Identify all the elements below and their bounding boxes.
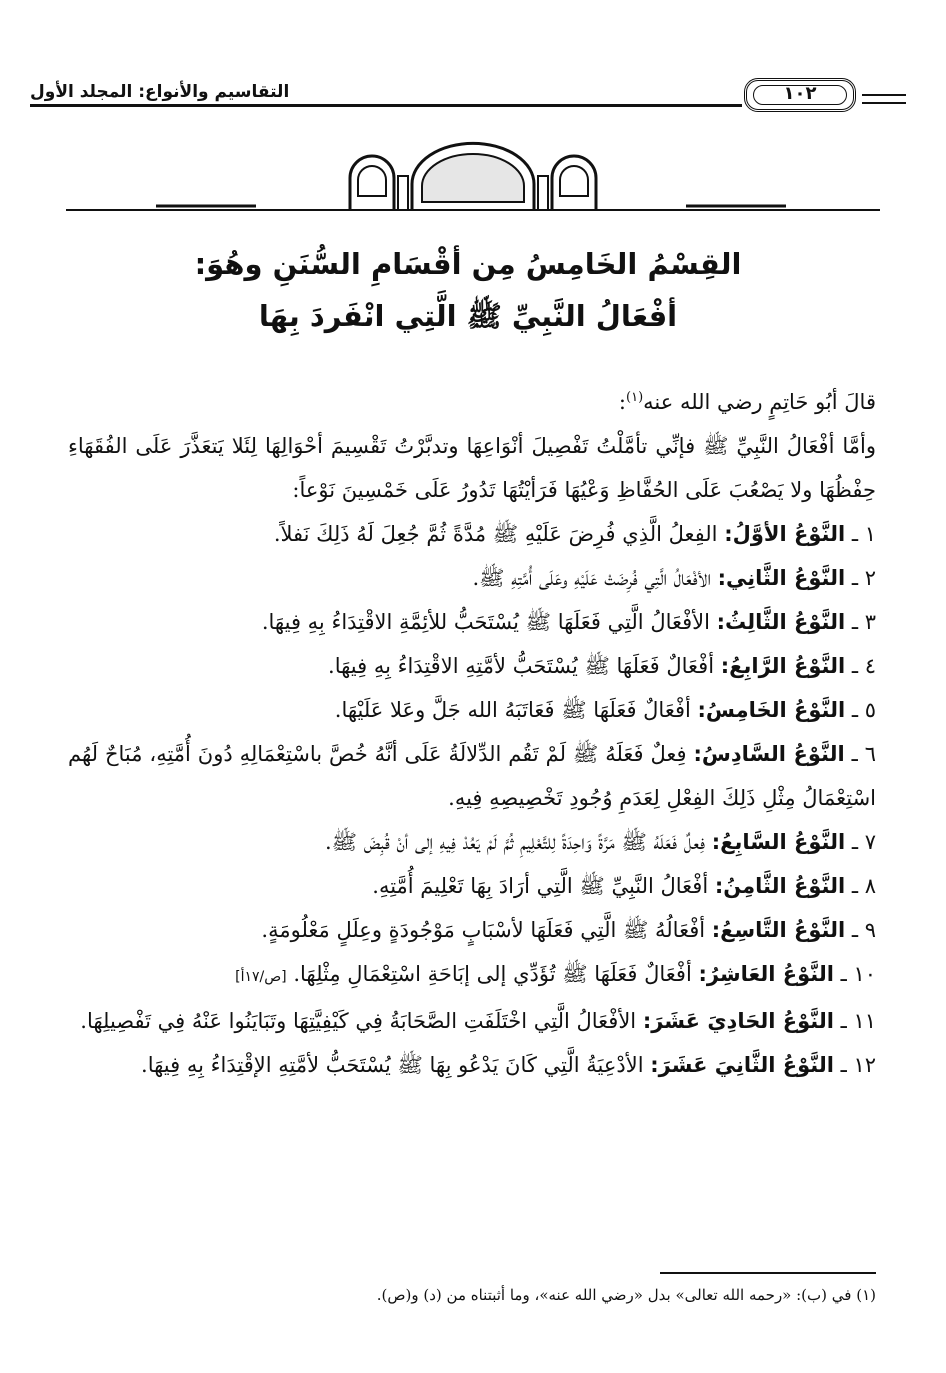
list-item	[68, 999, 876, 1043]
item-text: أفْعَالٌ فَعَلَهَا ﷺ يُسْتَحَبُّ لأمَّتِهِ الاقْتِدَاءُ بِهِ فِيهَا.	[328, 654, 715, 678]
item-text: الفِعلُ الَّذِي فُرِضَ عَلَيْهِ ﷺ مُدَّةً ثُمَّ جُعِلَ لَهُ ذَلِكَ نَفلاً.	[273, 522, 718, 546]
section-title-line-1: القِسْمُ الخَامِسُ مِن أقْسَامِ السُّنَنِ وهُوَ:	[194, 247, 742, 281]
item-text: فِعلٌ فَعَلَهُ ﷺ لَمْ تَقُم الدِّلالَةُ عَلَى أنَّهُ خُصَّ باسْتِعْمَالِهِ دُونَ أُمَّتِهِ، مُبَاحٌ لَهُم اسْتِعْمَالُ مِثْلِ ذَلِكَ الفِعْلِ لِعَدَمِ وُجُودِ تَخْصِيصِهِ فِيهِ.	[68, 742, 876, 810]
item-term: النَّوْعُ التَّاسِعُ:	[711, 918, 846, 942]
item-number: ٧ ـ	[851, 830, 876, 854]
item-term: النَّوْعُ السَّابِعُ:	[711, 830, 846, 854]
section-title-line-2: أفْعَالُ النَّبِيِّ ﷺ الَّتِي انْفَردَ بِهَا	[258, 299, 678, 333]
item-number: ٩ ـ	[851, 918, 876, 942]
list-item	[68, 512, 876, 556]
intro-line	[68, 376, 876, 424]
list-item	[68, 556, 876, 600]
item-number: ٤ ـ	[851, 654, 876, 678]
item-term: النَّوْعُ السَّادِسُ:	[693, 742, 845, 766]
manuscript-page-marker: [ص/١٧أ]	[235, 969, 287, 985]
item-term: النَّوْعُ الثَّامِنُ:	[714, 874, 846, 898]
item-term: النَّوْعُ الحَادِيَ عَشَرَ:	[642, 1009, 834, 1033]
item-text: أفْعَالُهُ ﷺ الَّتِي فَعَلَهَا لأسْبَابٍ مَوْجُودَةٍ وعِلَلٍ مَعْلُومَةٍ.	[261, 918, 706, 942]
item-term: النَّوْعُ الأوَّلُ:	[724, 522, 846, 546]
item-number: ١ ـ	[851, 522, 876, 546]
footnote-rule	[660, 1272, 876, 1274]
item-number: ١٢ ـ	[840, 1053, 876, 1077]
item-number: ٢ ـ	[851, 566, 876, 590]
item-text: أفْعَالٌ فَعَلَهَا ﷺ فَعَاتَبَهُ الله جَلَّ وعَلا عَلَيْهَا.	[334, 698, 691, 722]
page-number-frame	[744, 78, 856, 112]
item-number: ١١ ـ	[840, 1009, 876, 1033]
intro-colon: :	[618, 390, 626, 414]
footnote: (١) في (ب): «رحمه الله تعالى» بدل «رضي الله عنه»، وما أثبتناه من (د) و(ص).	[376, 1286, 876, 1304]
list-item	[68, 864, 876, 908]
item-number: ٨ ـ	[851, 874, 876, 898]
page-number: ١٠٢	[783, 83, 817, 104]
item-number: ٥ ـ	[851, 698, 876, 722]
item-term: النَّوْعُ العَاشِرُ:	[698, 962, 834, 986]
header-title: التقاسيم والأنواع: المجلد الأول	[30, 82, 290, 102]
list-item	[68, 688, 876, 732]
section-title	[60, 238, 876, 342]
section-ornament-icon	[66, 140, 880, 220]
list-item	[68, 952, 876, 999]
item-text: أفْعَالٌ فَعَلَهَا ﷺ تُؤَدِّي إلى إبَاحَةِ اسْتِعْمَالِ مِثْلِهَا.	[293, 962, 692, 986]
header-rule	[30, 104, 742, 107]
intro-text: قالَ أبُو حَاتِمٍ رضي الله عنه	[643, 390, 876, 414]
footnote-marker: (١)	[626, 390, 644, 405]
item-text: الأدْعِيَةُ الَّتِي كَانَ يَدْعُو بِهَا ﷺ يُسْتَحَبُّ لأمَّتِهِ الإقْتِدَاءُ بِهِ فِيهَا.	[141, 1053, 644, 1077]
list-item	[68, 820, 876, 864]
item-number: ١٠ ـ	[840, 962, 876, 986]
item-text: أفْعَالُ النَّبِيِّ ﷺ الَّتِي أرَادَ بِهَا تَعْلِيمَ أُمَّتِهِ.	[372, 874, 709, 898]
item-number: ٦ ـ	[851, 742, 876, 766]
item-text: الأفْعَالُ الَّتِي فُرِضَتْ عَلَيْهِ وعَلَى أُمَّتِهِ ﷺ.	[472, 566, 711, 590]
list-item	[68, 732, 876, 820]
list-item	[68, 908, 876, 952]
item-term: النَّوْعُ الثَّانِي:	[717, 566, 846, 590]
list-item	[68, 644, 876, 688]
item-text: الأفْعَالُ الَّتِي فَعَلَهَا ﷺ يُسْتَحَبُّ للأئِمَّةِ الاقْتِدَاءُ بِهِ فِيهَا.	[261, 610, 710, 634]
item-term: النَّوْعُ الرَّابِعُ:	[720, 654, 846, 678]
list-item	[68, 1043, 876, 1087]
header-rule-short	[862, 94, 906, 96]
list-item	[68, 600, 876, 644]
running-header	[30, 78, 906, 118]
item-term: النَّوْعُ الخَامِسُ:	[697, 698, 846, 722]
item-text: الأفْعَالُ الَّتِي اخْتَلَفَتِ الصَّحَابَةُ فِي كَيْفِيَّتِهَا وتَبَايَنُوا عَنْهُ فِي تَفْصِيلِهَا.	[80, 1009, 637, 1033]
item-term: النَّوْعُ الثَّانِيَ عَشَرَ:	[650, 1053, 834, 1077]
intro-paragraph: وأمَّا أفْعَالُ النَّبِيِّ ﷺ فإنِّي تأمَّلْتُ تَفْصِيلَ أنْوَاعِهَا وتدبَّرْتُ تَقْسِيمَ أحْوَالِهَا لِئَلا يَتعَذَّرَ عَلَى الفُقَهَاءِ حِفْظُهَا ولا يَصْعُبَ عَلَى الحُفَّاظِ وَعْيُهَا فَرَأيْتُهَا تَدُورُ عَلَى خَمْسِينَ نَوْعاً:	[68, 434, 876, 502]
item-number: ٣ ـ	[851, 610, 876, 634]
types-list	[68, 512, 876, 1087]
item-term: النَّوْعُ الثَّالِثُ:	[716, 610, 846, 634]
item-text: فِعلٌ فَعَلَهُ ﷺ مَرَّةً وَاحِدَةً لِلتَّعْلِيمِ ثُمَّ لَمْ يَعُدْ فِيهِ إلى أنْ قُبِضَ ﷺ.	[324, 830, 706, 854]
header-rule-short	[862, 102, 906, 104]
body-text	[68, 376, 876, 1087]
